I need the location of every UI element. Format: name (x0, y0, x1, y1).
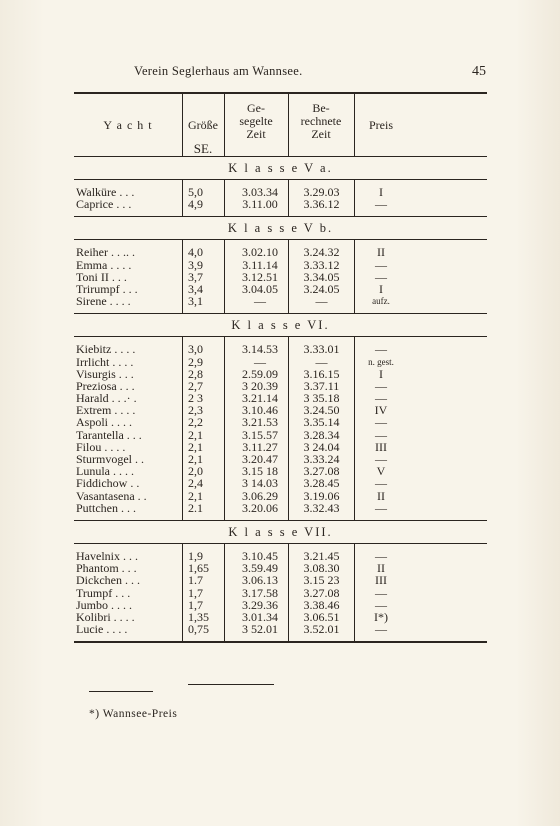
yacht-name: Reiher . . .. . (76, 245, 135, 260)
calculated-time: 3.24.05 (303, 281, 340, 296)
size-value: 2,1 (188, 427, 203, 442)
yacht-name: Walküre . . . (76, 185, 135, 199)
prize-value: — (375, 597, 387, 612)
yacht-name: Vasantasena . . (76, 488, 147, 503)
calculated-time: 3.24.50 (303, 403, 340, 418)
yacht-name: Tarantella . . . (76, 427, 142, 442)
col-size (182, 118, 224, 156)
table-row (74, 283, 487, 295)
prize-value: — (375, 427, 387, 442)
size-value: 2,2 (188, 415, 203, 430)
yacht-name: Fiddichow . . (76, 476, 140, 491)
table-row (74, 453, 487, 465)
yacht-name: Dickchen . . . (76, 573, 140, 588)
calculated-time: 3.16.15 (303, 366, 340, 381)
size-value: 2,8 (188, 366, 203, 381)
sailed-time: 3.12.51 (242, 269, 278, 284)
calculated-time: 3.33.01 (303, 342, 340, 357)
col-calc-line2: rechnete (300, 114, 342, 128)
sailed-time: — (254, 294, 266, 309)
size-value: 3,0 (188, 342, 203, 357)
sailed-time: 3.04.05 (242, 281, 278, 296)
size-value: 1,9 (188, 548, 203, 563)
class-rows (74, 240, 487, 313)
table-bottom-rule (74, 641, 487, 643)
size-value: 3,9 (188, 257, 203, 272)
table-row (74, 186, 487, 198)
size-value: 2,0 (188, 464, 203, 479)
yacht-name: Jumbo . . . . (76, 597, 133, 612)
prize-value: I (379, 185, 383, 199)
yacht-name: Havelnix . . . (76, 548, 138, 563)
yacht-name: Trumpf . . . (76, 585, 131, 600)
size-value: 4,9 (188, 197, 203, 212)
sailed-time: 3.15 18 (242, 464, 278, 479)
calculated-time: 3.08.30 (303, 561, 340, 576)
results-table (74, 92, 487, 643)
sailed-time: 3.14.53 (242, 342, 278, 357)
prize-value: — (375, 476, 387, 491)
yacht-name: Irrlicht . . . . (76, 354, 134, 369)
table-row (74, 611, 487, 623)
footnote: *) Wannsee-Preis (89, 708, 178, 720)
table-row (74, 343, 487, 355)
class-heading: K l a s s e V a. (228, 161, 333, 175)
yacht-name: Emma . . . . (76, 257, 132, 272)
prize-value: — (375, 378, 387, 393)
yacht-name: Preziosa . . . (76, 378, 135, 393)
table-row (74, 574, 487, 586)
sailed-time: 3.21.53 (242, 415, 278, 430)
col-divider (354, 94, 355, 156)
yacht-name: Extrem . . . . (76, 403, 136, 418)
table-row (74, 246, 487, 258)
col-divider (224, 94, 225, 156)
calculated-time: 3.21.45 (303, 548, 340, 563)
calculated-time: 3 35.18 (303, 391, 340, 406)
prize-value: IV (374, 403, 388, 418)
size-value: 4,0 (188, 245, 203, 260)
prize-value: II (377, 488, 385, 503)
sailed-time: 3 20.39 (242, 378, 278, 393)
running-title: Verein Seglerhaus am Wannsee. (134, 64, 303, 78)
table-row (74, 587, 487, 599)
closing-rule (188, 684, 274, 685)
yacht-name: Lunula . . . . (76, 464, 134, 479)
col-sailed-line1: Ge- (247, 101, 265, 115)
size-value: 5,0 (188, 185, 203, 199)
sailed-time: 3.11.27 (242, 439, 278, 454)
sailed-time: 3.20.06 (242, 500, 278, 515)
col-calc-line1: Be- (312, 101, 330, 115)
class-rows (74, 337, 487, 520)
prize-value: — (375, 391, 387, 406)
table-row (74, 368, 487, 380)
size-value: 2.1 (188, 500, 203, 515)
sailed-time: 3.17.58 (242, 585, 278, 600)
size-value: 1,7 (188, 585, 203, 600)
prize-value: — (375, 197, 387, 212)
col-yacht: Y a c h t (103, 118, 153, 132)
size-value: 1,35 (188, 609, 209, 624)
table-row (74, 392, 487, 404)
sailed-time: 3.03.34 (242, 185, 278, 199)
col-size-unit: SE. (193, 141, 213, 156)
calculated-time: 3.28.34 (303, 427, 340, 442)
prize-value: — (375, 622, 387, 637)
yacht-name: Harald . . .· . (76, 391, 137, 406)
sailed-time: 3.11.14 (242, 257, 278, 272)
col-sailed-line2: segelte (239, 114, 273, 128)
yacht-name: Kiebitz . . . . (76, 342, 136, 357)
yacht-name: Kolibri . . . . (76, 609, 135, 624)
calculated-time: — (315, 294, 328, 309)
prize-value: I (379, 281, 383, 296)
size-value: 1,65 (188, 561, 209, 576)
prize-value: V (376, 464, 386, 479)
calculated-time: 3.52.01 (303, 622, 340, 637)
calculated-time: 3.06.51 (303, 609, 340, 624)
table-row (74, 623, 487, 635)
calculated-time: 3.34.05 (303, 269, 340, 284)
yacht-name: Toni II . . . (76, 269, 127, 284)
sailed-time: 3.01.34 (242, 609, 278, 624)
class-heading: K l a s s e V b. (227, 221, 334, 236)
yacht-name: Lucie . . . . (76, 622, 128, 637)
prize-value: III (375, 573, 387, 588)
running-header (74, 64, 486, 82)
calculated-time: 3.24.32 (303, 245, 340, 260)
calculated-time: 3.33.12 (303, 257, 340, 272)
calculated-time: 3.29.03 (303, 185, 340, 199)
sailed-time: 3.21.14 (242, 391, 278, 406)
calculated-time: 3 24.04 (303, 439, 340, 454)
sailed-time: 3 52.01 (242, 622, 278, 637)
table-row (74, 490, 487, 502)
table-row (74, 416, 487, 428)
prize-value: n. gest. (368, 356, 394, 367)
yacht-name: Filou . . . . (76, 439, 126, 454)
table-row (74, 404, 487, 416)
yacht-name: Sturmvogel . . (76, 452, 144, 466)
prize-value: II (377, 561, 385, 576)
sailed-time: 3.10.46 (242, 403, 278, 418)
class-sections (74, 156, 487, 643)
table-row (74, 477, 487, 489)
calculated-time: 3.27.08 (303, 464, 340, 479)
table-row (74, 599, 487, 611)
prize-value: aufz. (372, 296, 390, 307)
calculated-time: 3.33.24 (303, 452, 340, 466)
prize-value: — (375, 269, 387, 284)
sailed-time: — (254, 354, 266, 369)
calculated-time: 3.37.11 (303, 378, 340, 393)
size-value: 2,1 (188, 488, 203, 503)
yacht-name: Trirumpf . . . (76, 281, 138, 296)
yacht-name: Phantom . . . (76, 561, 137, 576)
table-row (74, 356, 487, 368)
size-value: 2,1 (188, 452, 203, 466)
size-value: 1.7 (188, 573, 203, 588)
prize-value: — (375, 585, 387, 600)
page-number: 45 (472, 64, 486, 79)
calculated-time: 3.19.06 (303, 488, 340, 503)
size-value: 2,1 (188, 439, 203, 454)
table-row (74, 429, 487, 441)
footnote-rule (89, 691, 153, 692)
size-value: 3,1 (188, 294, 203, 309)
sailed-time: 3.20.47 (242, 452, 278, 466)
calculated-time: 3.27.08 (303, 585, 340, 600)
class-heading: K l a s s e VI. (231, 318, 330, 333)
col-size-label: Größe (188, 118, 218, 132)
table-row (74, 259, 487, 271)
prize-value: — (375, 342, 387, 357)
prize-value: III (375, 439, 387, 454)
calculated-time: — (315, 354, 328, 369)
col-divider (182, 94, 183, 156)
size-value: 3,4 (188, 281, 203, 296)
sailed-time: 3.02.10 (242, 245, 278, 260)
col-prize: Preis (369, 118, 393, 132)
col-sailed-line3: Zeit (246, 127, 266, 141)
col-divider (288, 94, 289, 156)
size-value: 1,7 (188, 597, 203, 612)
table-row (74, 502, 487, 514)
prize-value: — (375, 452, 387, 466)
yacht-name: Caprice . . . (76, 197, 132, 212)
sailed-time: 3.11.00 (242, 197, 278, 212)
class-rows (74, 544, 487, 641)
prize-value: I*) (374, 609, 388, 624)
sailed-time: 3.06.13 (242, 573, 278, 588)
size-value: 2,4 (188, 476, 203, 491)
col-sailed-time (224, 102, 288, 156)
yacht-name: Puttchen . . . (76, 500, 136, 515)
column-header (74, 94, 487, 156)
calculated-time: 3.36.12 (303, 197, 340, 212)
calculated-time: 3.32.43 (303, 500, 340, 515)
sailed-time: 3.29.36 (242, 597, 278, 612)
sailed-time: 3.15.57 (242, 427, 278, 442)
sailed-time: 3.59.49 (242, 561, 278, 576)
size-value: 0,75 (188, 622, 209, 637)
col-calc-line3: Zeit (311, 127, 331, 141)
calculated-time: 3.15 23 (303, 573, 340, 588)
yacht-name: Aspoli . . . . (76, 415, 133, 430)
size-value: 2 3 (188, 391, 203, 406)
size-value: 2,7 (188, 378, 203, 393)
prize-value: — (375, 548, 387, 563)
size-value: 2,3 (188, 403, 203, 418)
yacht-name: Sirene . . . . (76, 294, 131, 309)
sailed-time: 3 14.03 (242, 476, 278, 491)
prize-value: — (375, 257, 387, 272)
prize-value: I (379, 366, 383, 381)
yacht-name: Visurgis . . . (76, 366, 134, 381)
size-value: 2,9 (188, 354, 203, 369)
prize-value: — (375, 415, 387, 430)
table-row (74, 198, 487, 210)
sailed-time: 3.06.29 (242, 488, 278, 503)
class-rows (74, 180, 487, 216)
sailed-time: 2.59.09 (242, 366, 278, 381)
sailed-time: 3.10.45 (242, 548, 278, 563)
col-calc-time (288, 102, 354, 156)
table-row (74, 295, 487, 307)
calculated-time: 3.35.14 (303, 415, 340, 430)
size-value: 3,7 (188, 269, 203, 284)
prize-value: — (375, 500, 387, 515)
class-heading: K l a s s e VII. (228, 524, 333, 539)
calculated-time: 3.38.46 (303, 597, 340, 612)
calculated-time: 3.28.45 (303, 476, 340, 491)
prize-value: II (377, 245, 385, 260)
